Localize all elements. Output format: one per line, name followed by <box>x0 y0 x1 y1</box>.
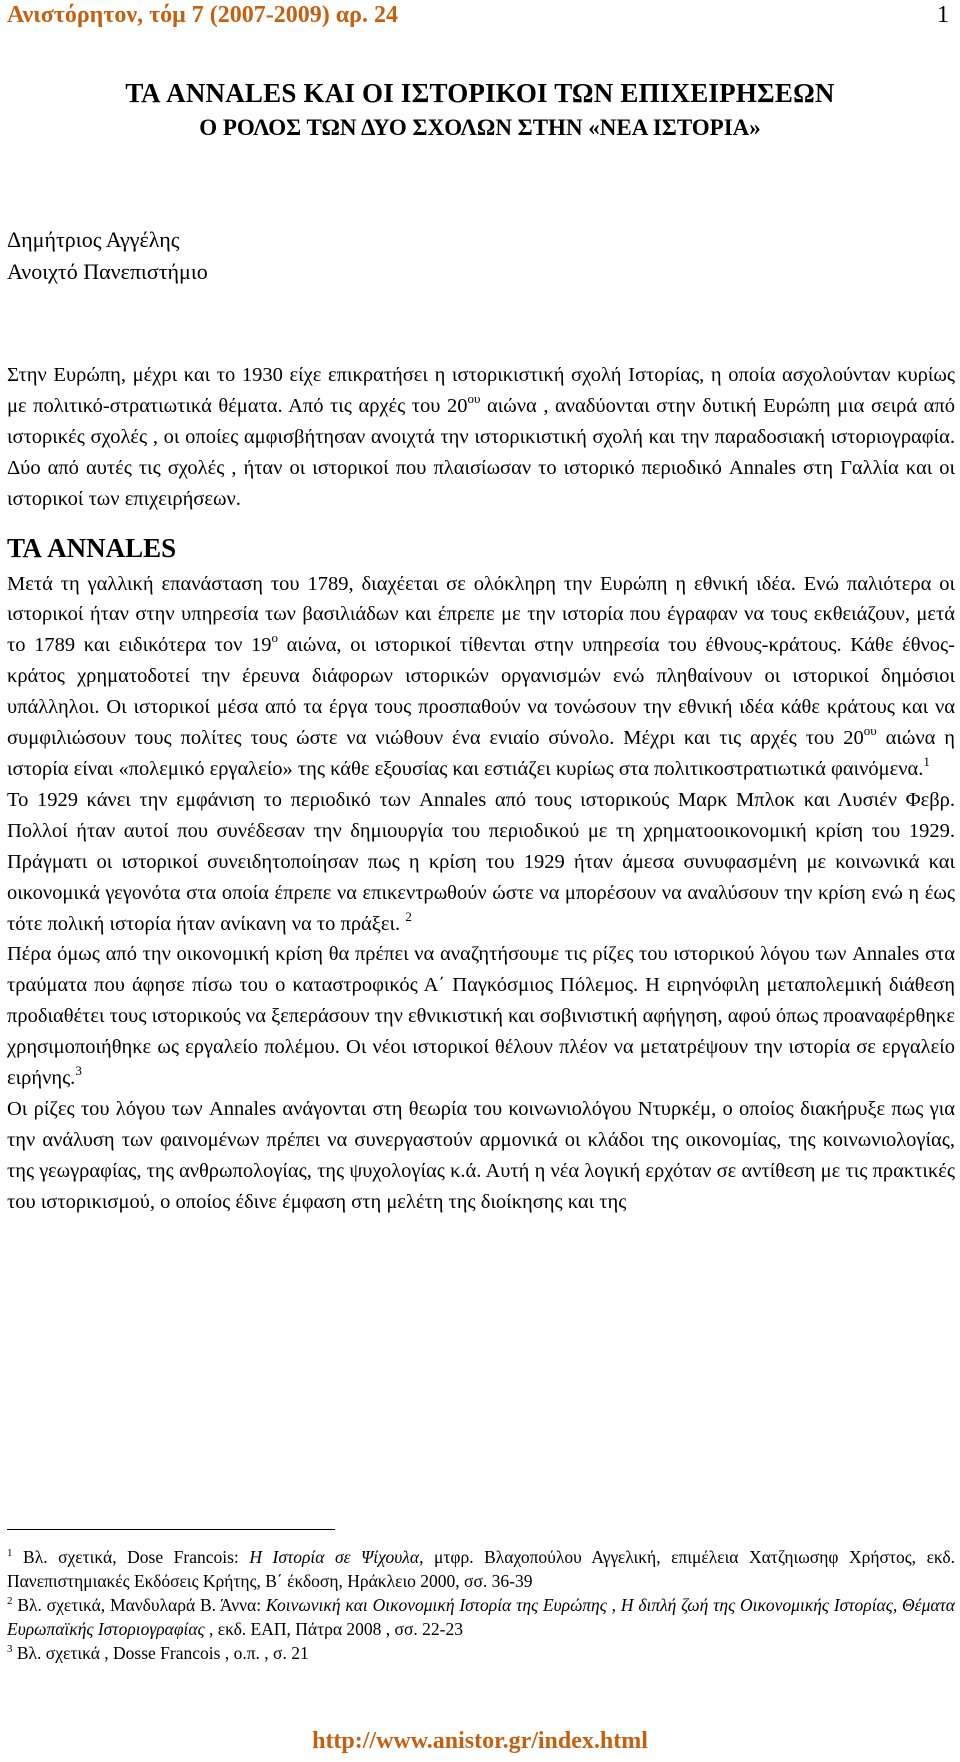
para1-text-b: αιώνα, οι ιστορικοί τίθενται στην υπηρεσία του έθνους-κράτους. Κάθε έθνος-κράτος χρηματοδοτεί την έρευνα διάφορων ιστορικών οργανισμών ενώ πληθαίνουν οι ιστορικοί δημόσιοι υπάλληλοι. Οι ιστορικοί μέσα από τα έργα τους προσπαθούν να τονώσουν την εθνική ιδέα κάθε κράτους και να συμφιλιώσουν τους πολίτες τους ώστε να νιώθουν ένα ενιαίο σύνολο. Μέχρι και τις αρχές του 20 <box>7 634 955 750</box>
para2-text: Το 1929 κάνει την εμφάνιση το περιοδικό των Annales από τους ιστορικούς Μαρκ Μπλοκ και Λυσιέν Φεβρ. Πολλοί ήταν αυτοί που συνέδεσαν την δημιουργία του περιοδικού με τη χρηματοοικονομική κρίση του 1929. Πράγματι οι ιστορικοί συνειδητοποίησαν πως η κρίση του 1929 ήταν άμεσα συνυφασμένη με κοινωνικά και οικονομικά γεγονότα στα οποία έπρεπε να επικεντρωθούν ώστε να μπορέσουν να αναλύσουν την κρίση ενώ η έως τότε πολική ιστορία ήταν ανίκανη να το πράξει. <box>7 788 955 935</box>
body-paragraph-3 <box>7 939 955 1094</box>
article-body <box>7 360 955 1218</box>
body-paragraph-2 <box>7 785 955 940</box>
running-header <box>7 0 957 34</box>
para3-text: Πέρα όμως από την οικονομική κρίση θα πρέπει να αναζητήσουμε τις ρίζες του ιστορικού λόγου των Annales στα τραύματα που άφησε πίσω του ο καταστροφικός Α΄ Παγκόσμιος Πόλεμος. Η ειρηνόφιλη μεταπολεμική διάθεση προδιαθέτει τους ιστορικούς να ξεπεράσουν την εθνικιστική και σοβινιστική αφήγηση, αφού όπως προαναφέρθηκε χρησιμοποιήθηκε ως εργαλείο πολέμου. Οι νέοι ιστορικοί θέλουν πλέον να μετατρέψουν την ιστορία σε εργαλείο ειρήνης. <box>7 943 955 1090</box>
para1-text-a: Μετά τη γαλλική επανάσταση του 1789, διαχέεται σε ολόκληρη την Ευρώπη η εθνική ιδέα. Ενώ παλιότερα οι ιστορικοί ήταν στην υπηρεσία των βασιλιάδων και έπρεπε με την ιστορία που έγραφαν να τους εκθειάζουν, μετά το 1789 και ειδικότερα τον 19 <box>7 572 955 657</box>
author-name: Δημήτριος Αγγέλης <box>7 227 180 252</box>
body-paragraph-4 <box>7 1094 955 1218</box>
para1-text-c: αιώνα η ιστορία είναι «πολεμικό εργαλείο» της κάθε εξουσίας και εστιάζει κυρίως στα πολιτικοστρατιωτικά φαινόμενα. <box>7 727 955 780</box>
ordinal-superscript: ου <box>863 723 877 739</box>
footnote-text: Βλ. σχετικά, Dose Francois: <box>12 1547 250 1567</box>
footnote-2 <box>7 1593 955 1641</box>
author-affiliation: Ανοιχτό Πανεπιστήμιο <box>7 259 208 284</box>
footer-link[interactable]: http://www.anistor.gr/index.html <box>312 1728 648 1754</box>
article-subtitle: Ο ΡΟΛΟΣ ΤΩΝ ΔΥΟ ΣΧΟΛΩΝ ΣΤΗΝ «ΝΕΑ ΙΣΤΟΡΙΑ» <box>199 115 761 140</box>
intro-text-a: Στην Ευρώπη, μέχρι και το 1930 είχε επικρατήσει η ιστορικιστική σχολή Ιστορίας, η οποία ασχολούνταν κυρίως με πολιτικό-στρατιωτικά θέματα. Από τις αρχές του 20 <box>7 364 955 417</box>
intro-paragraph <box>7 360 955 515</box>
journal-citation: Ανιστόρητον, τόμ 7 (2007-2009) αρ. 24 <box>7 2 398 28</box>
footnote-book-title: Η Ιστορία σε Ψίχουλα <box>249 1547 420 1567</box>
footnote-3 <box>7 1641 955 1665</box>
footnote-text: Βλ. σχετικά, Μανδυλαρά Β. Άννα: <box>12 1595 266 1615</box>
footnote-separator <box>7 1529 335 1530</box>
footnote-1 <box>7 1545 955 1593</box>
footnote-book-title: Κοινωνική και Οικονομική Ιστορία της Ευρώπης , Η διπλή ζωή της Οικονομικής Ιστορίας, Θέματα Ευρωπαϊκής Ιστοριογραφίας <box>7 1595 955 1639</box>
footnote-text: , εκδ. ΕΑΠ, Πάτρα 2008 , σσ. 22-23 <box>204 1619 463 1639</box>
footnote-ref-2[interactable]: 2 <box>405 908 412 924</box>
ordinal-superscript: ου <box>467 390 481 406</box>
footnote-text: , μτφρ. Βλαχοπούλου Αγγελική, επιμέλεια Χατζηιωσηφ Χρήστος, εκδ. Πανεπιστημιακές Εκδόσεις Κρήτης, Β΄ έκδοση, Ηράκλειο 2000, σσ. 36-39 <box>7 1547 955 1591</box>
footnote-number: 2 <box>7 1595 13 1607</box>
footnote-ref-3[interactable]: 3 <box>75 1063 82 1079</box>
footnote-text: Βλ. σχετικά , Dosse Francois , ο.π. , σ. 21 <box>12 1643 309 1663</box>
article-title: ΤΑ ANNALES ΚΑΙ ΟΙ ΙΣΤΟΡΙΚΟΙ ΤΩΝ ΕΠΙΧΕΙΡΗΣΕΩΝ <box>125 78 835 108</box>
intro-text-b: αιώνα , αναδύονται στην δυτική Ευρώπη μια σειρά από ιστορικές σχολές , οι οποίες αμφισβήτησαν ανοιχτά την ιστορικιστική σχολή και την παραδοσιακή ιστοριογραφία. Δύο από αυτές τις σχολές , ήταν οι ιστορικοί που πλαισίωσαν το ιστορικό περιοδικό Annales στη Γαλλία και οι ιστορικοί των επιχειρήσεων. <box>7 394 956 510</box>
ordinal-superscript: ο <box>271 630 279 646</box>
footnotes <box>7 1545 955 1665</box>
section-heading: ΤΑ ANNALES <box>7 532 177 563</box>
footnote-ref-1[interactable]: 1 <box>923 753 930 769</box>
footnote-number: 1 <box>7 1547 13 1559</box>
para4-text: Οι ρίζες του λόγου των Annales ανάγονται στη θεωρία του κοινωνιολόγου Ντυρκέμ, ο οποίος διακήρυξε πως για την ανάλυση των φαινομένων πρέπει να συνεργαστούν αρμονικά οι κλάδοι της οικονομίας, της κοινωνιολογίας, της γεωγραφίας, της ανθρωπολογίας, της ψυχολογίας κ.ά. Αυτή η νέα λογική ερχόταν σε αντίθεση με τις πρακτικές του ιστορικισμού, ο οποίος έδινε έμφαση στη μελέτη της διοίκησης και της <box>7 1097 955 1213</box>
body-paragraph-1 <box>7 569 955 785</box>
footnote-number: 3 <box>7 1643 13 1655</box>
page-number: 1 <box>937 2 949 28</box>
author-block <box>7 224 208 288</box>
